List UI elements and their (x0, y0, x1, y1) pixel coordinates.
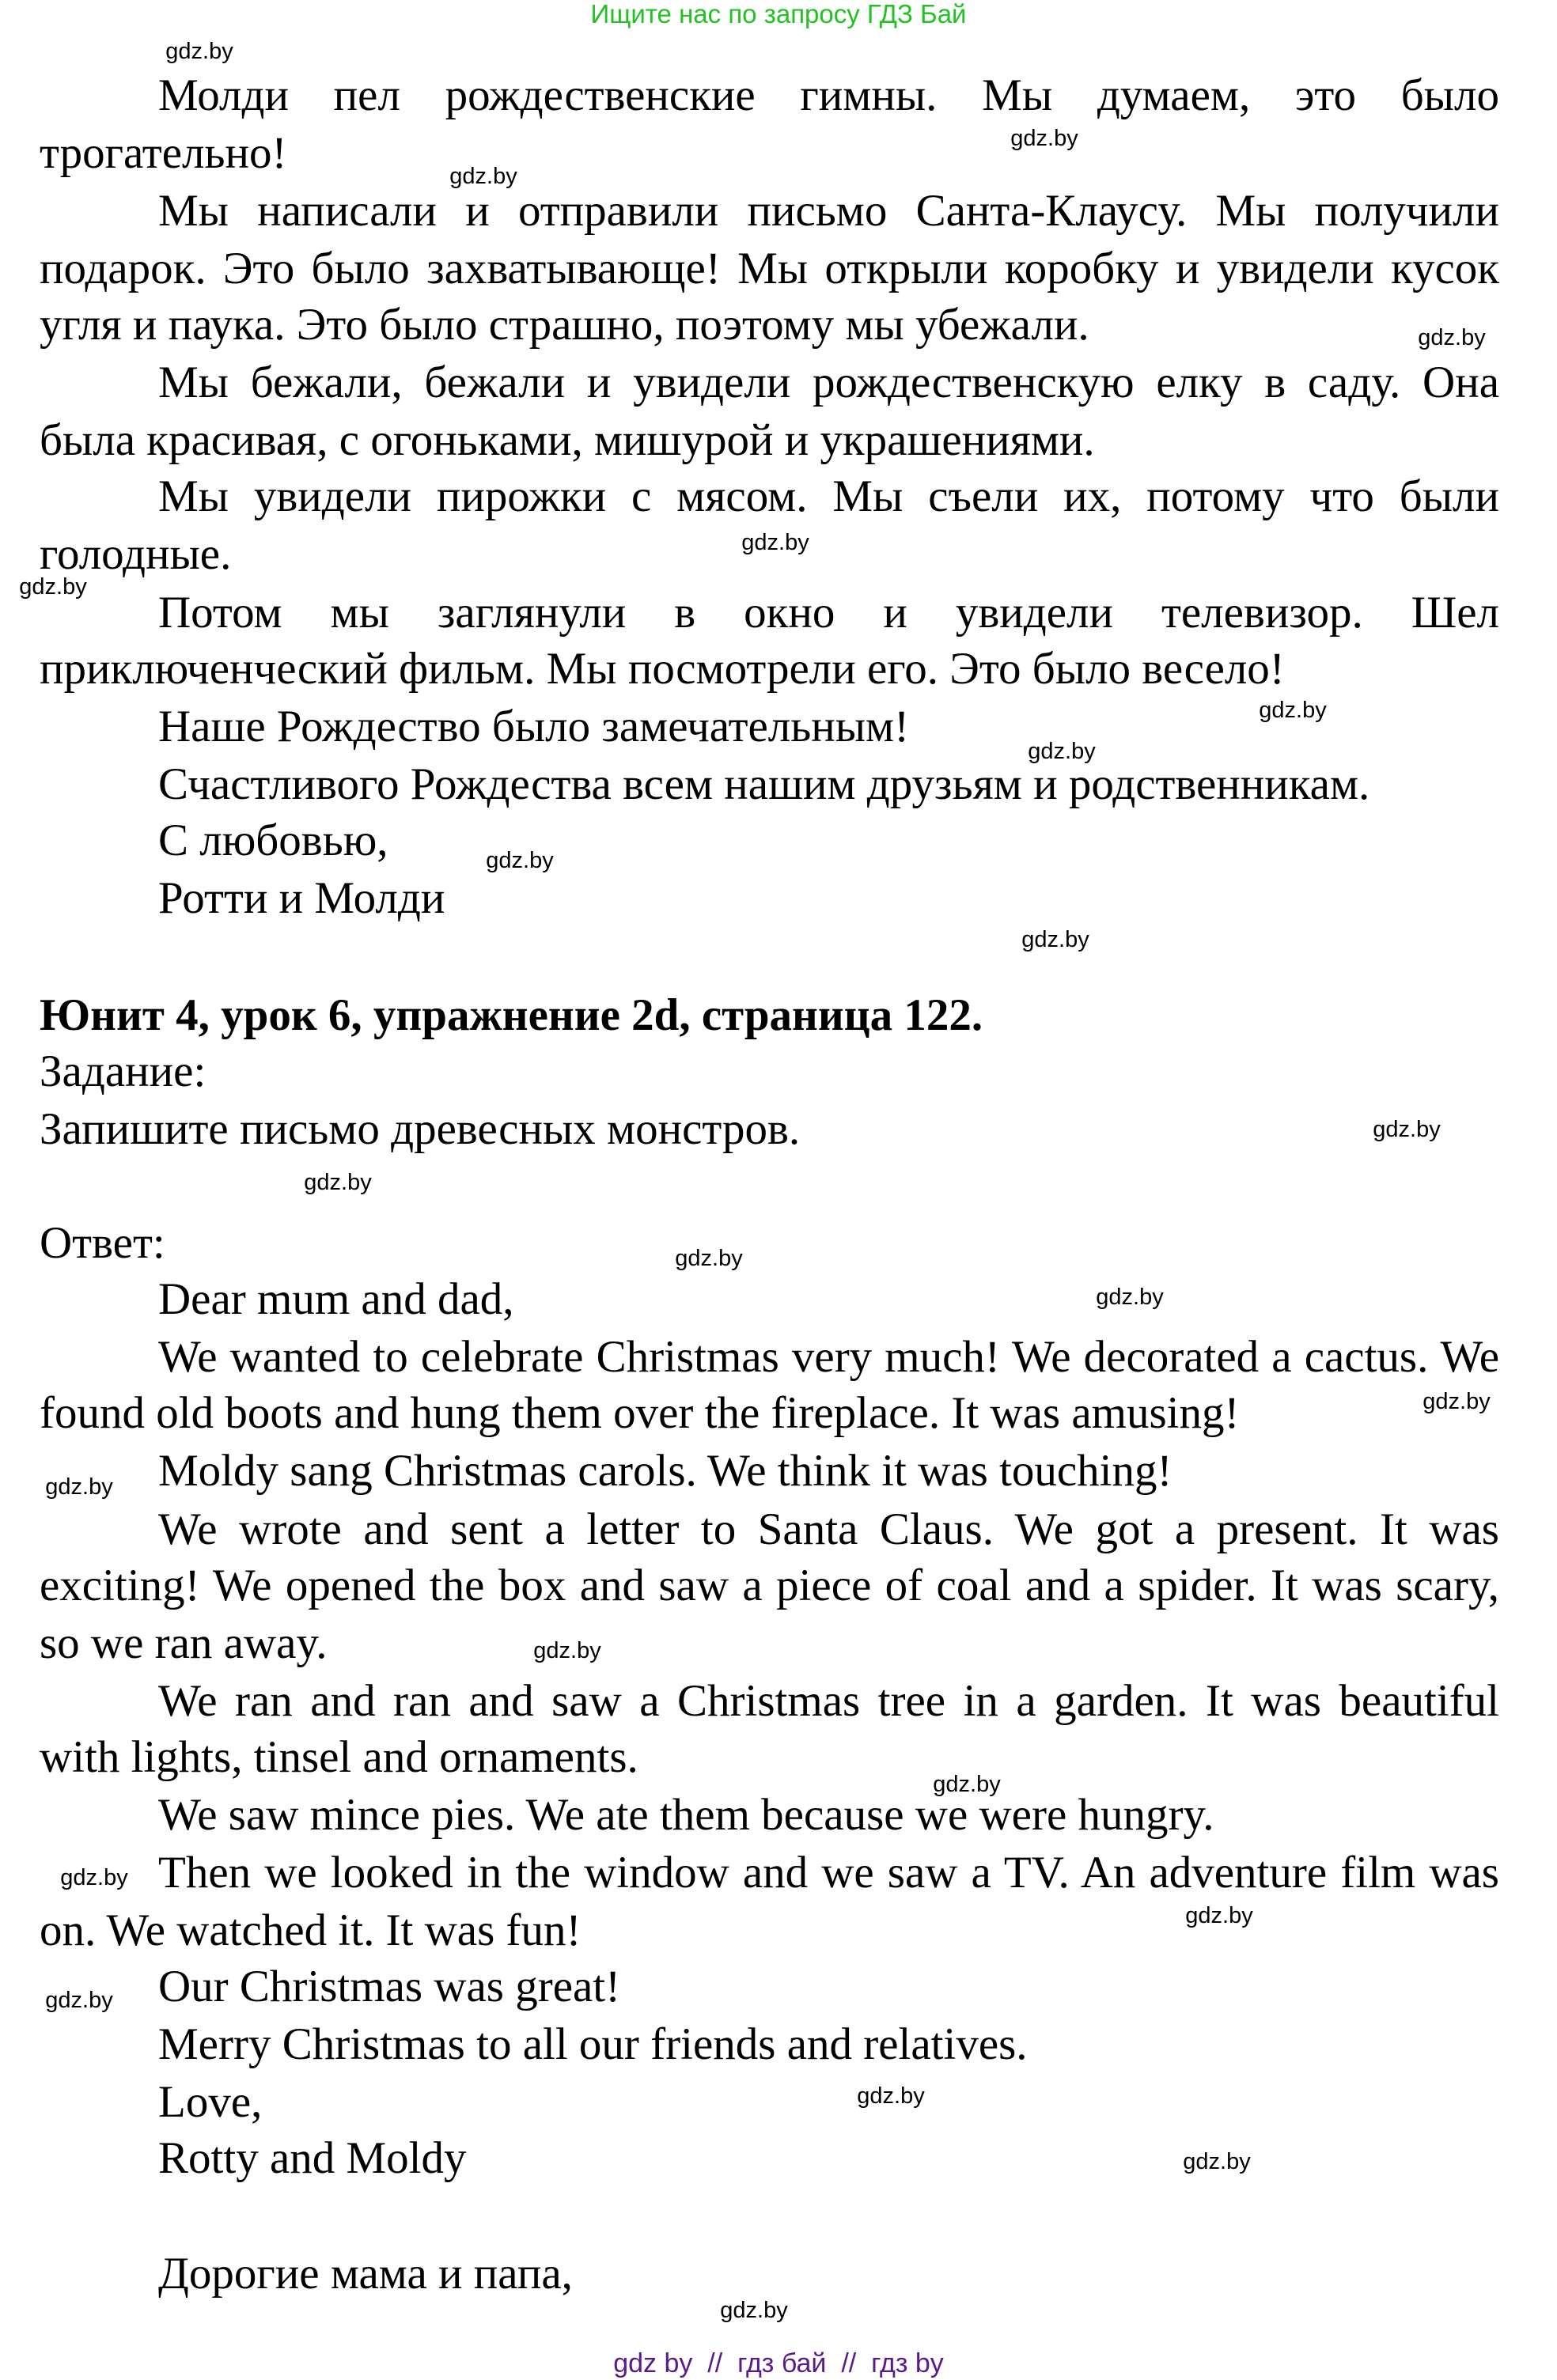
watermark: gdz.by (1373, 1117, 1441, 1142)
text-line: Мы увидели пирожки с мясом. Мы съели их, потому что были (158, 471, 1499, 521)
footer-links: gdz by // гдз бай // гдз by (613, 2348, 944, 2378)
watermark: gdz.by (1183, 2149, 1251, 2174)
text-line: трогательно! (40, 128, 287, 178)
text-line: угля и паука. Это было страшно, поэтому мы убежали. (40, 300, 1089, 350)
text-line: Love, (158, 2077, 263, 2127)
watermark: gdz.by (19, 574, 87, 600)
text-line: Потом мы заглянули в окно и увидели телевизор. Шел (158, 588, 1499, 638)
text-line: Merry Christmas to all our friends and relatives. (158, 2019, 1028, 2069)
watermark: gdz.by (1259, 698, 1327, 723)
watermark: gdz.by (449, 164, 517, 189)
text-line: Дорогие мама и папа, (158, 2249, 573, 2299)
text-line: exciting! We opened the box and saw a piece of coal and a spider. It was scary, (40, 1561, 1499, 1610)
watermark: gdz.by (486, 848, 554, 873)
text-line: голодные. (40, 529, 232, 579)
text-line: with lights, tinsel and ornaments. (40, 1732, 638, 1782)
watermark: gdz.by (1423, 1389, 1491, 1414)
watermark: gdz.by (1010, 126, 1078, 151)
text-line: подарок. Это было захватывающе! Мы открыли коробку и увидели кусок (40, 244, 1499, 293)
task-text: Запишите письмо древесных монстров. (40, 1104, 801, 1154)
exercise-heading: Юнит 4, урок 6, упражнение 2d, страница 122. (40, 990, 983, 1040)
watermark: gdz.by (675, 1246, 743, 1271)
text-line: We wrote and sent a letter to Santa Claus. We got a present. It was (158, 1504, 1499, 1554)
watermark: gdz.by (165, 39, 233, 64)
text-line: Ротти и Молди (158, 873, 445, 923)
text-line: приключенческий фильм. Мы посмотрели его. Это было весело! (40, 644, 1285, 694)
watermark: gdz.by (60, 1865, 128, 1890)
text-line: so we ran away. (40, 1618, 328, 1668)
watermark: gdz.by (1185, 1903, 1253, 1928)
text-line: С любовью, (158, 815, 388, 865)
text-line: Then we looked in the window and we saw a TV. An adventure film was (158, 1848, 1499, 1898)
text-line: We ran and ran and saw a Christmas tree in a garden. It was beautiful (158, 1676, 1499, 1726)
watermark: gdz.by (1028, 739, 1096, 764)
watermark: gdz.by (533, 1638, 601, 1663)
text-line: Молди пел рождественские гимны. Мы думаем, это было (158, 70, 1499, 120)
search-banner: Ищите нас по запросу ГДЗ Бай (590, 0, 967, 28)
watermark: gdz.by (1096, 1285, 1164, 1310)
text-line: Мы написали и отправили письмо Санта-Клаусу. Мы получили (158, 186, 1499, 236)
text-line: была красивая, с огоньками, мишурой и украшениями. (40, 415, 1095, 465)
answer-label: Ответ: (40, 1218, 165, 1268)
text-line: Dear mum and dad, (158, 1274, 514, 1324)
text-line: Счастливого Рождества всем нашим друзьям и родственникам. (158, 759, 1370, 809)
text-line: Наше Рождество было замечательным! (158, 702, 910, 751)
text-line: We wanted to celebrate Christmas very much! We decorated a cactus. We (158, 1332, 1499, 1382)
watermark: gdz.by (933, 1772, 1001, 1797)
task-label: Задание: (40, 1046, 206, 1096)
watermark: gdz.by (1021, 927, 1089, 952)
text-line: Moldy sang Christmas carols. We think it was touching! (158, 1446, 1172, 1496)
watermark: gdz.by (741, 530, 809, 555)
watermark: gdz.by (1418, 325, 1486, 350)
text-line: on. We watched it. It was fun! (40, 1905, 582, 1955)
watermark: gdz.by (45, 1988, 113, 2013)
text-line: Rotty and Moldy (158, 2133, 467, 2183)
text-line: found old boots and hung them over the fireplace. It was amusing! (40, 1388, 1240, 1438)
text-line: Our Christmas was great! (158, 1962, 621, 2011)
text-line: We saw mince pies. We ate them because we were hungry. (158, 1790, 1214, 1840)
watermark: gdz.by (857, 2083, 925, 2109)
watermark: gdz.by (304, 1170, 372, 1195)
text-line: Мы бежали, бежали и увидели рождественскую елку в саду. Она (158, 358, 1499, 407)
watermark: gdz.by (45, 1474, 113, 1500)
watermark: gdz.by (720, 2298, 788, 2323)
